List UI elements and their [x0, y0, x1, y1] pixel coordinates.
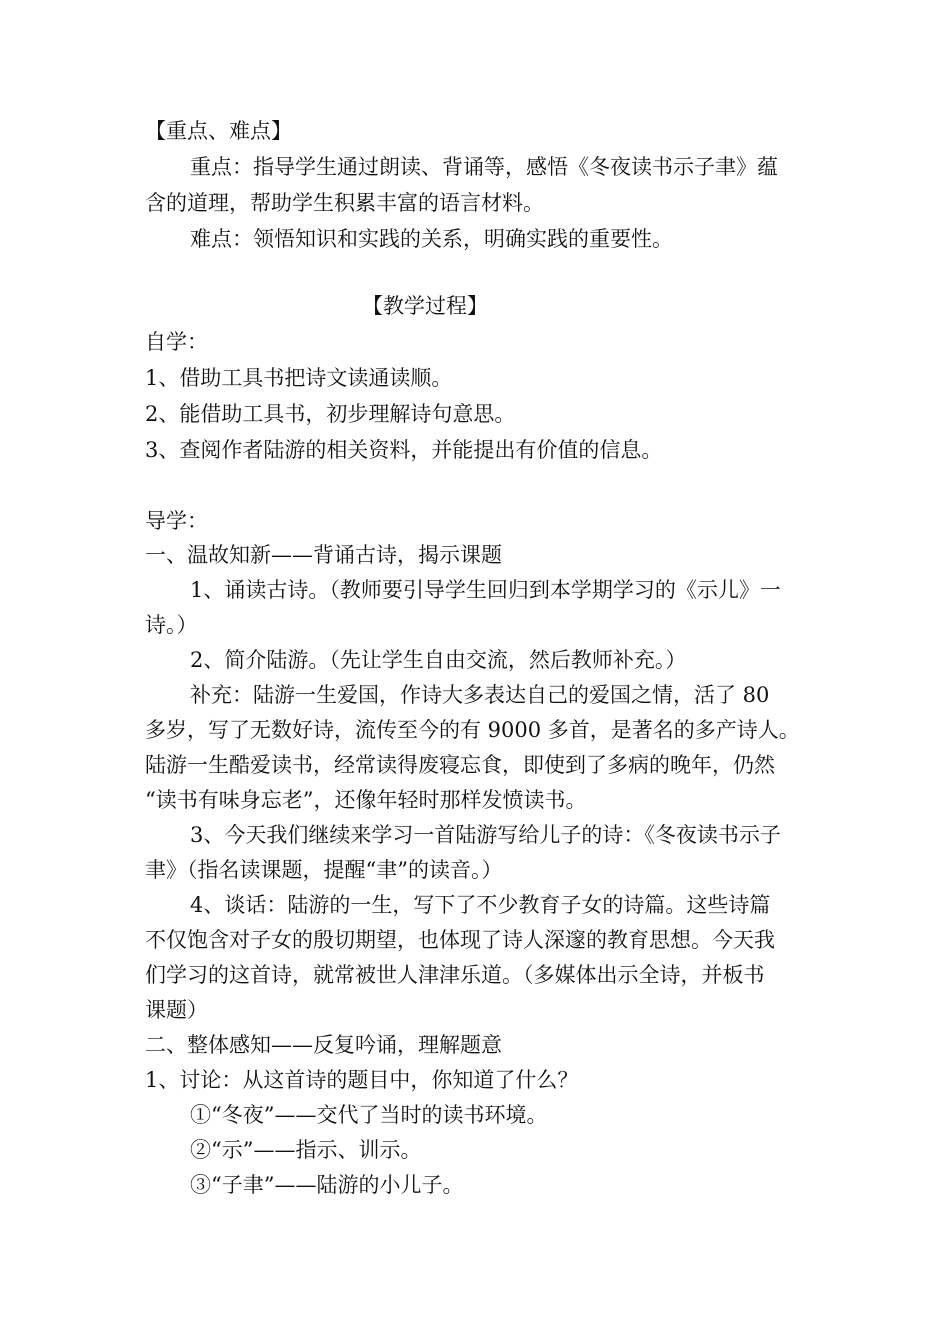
part-two-point-a: ①“冬夜”——交代了当时的读书环境。	[190, 1103, 548, 1127]
supplement-line-3: 陆游一生酷爱读书，经常读得废寝忘食，即使到了多病的晚年，仍然	[145, 753, 775, 777]
guide-label: 导学：	[145, 509, 208, 533]
part-two-point-c: ③“子聿”——陆游的小儿子。	[190, 1173, 464, 1197]
self-study-item-2: 2、能借助工具书，初步理解诗句意思。	[145, 402, 516, 426]
part-one-heading: 一、温故知新——背诵古诗，揭示课题	[145, 543, 502, 567]
part-one-item-1-line-1: 1、诵读古诗。（教师要引导学生回归到本学期学习的《示儿》一	[190, 578, 781, 602]
part-one-item-2: 2、简介陆游。（先让学生自由交流，然后教师补充。）	[190, 648, 687, 672]
process-title: 【教学过程】	[362, 294, 488, 318]
part-one-item-3-line-2: 聿》（指名读课题，提醒“聿”的读音。）	[145, 858, 503, 882]
key-point-line-1: 重点：指导学生通过朗读、背诵等，感悟《冬夜读书示子聿》蕴	[190, 155, 778, 179]
part-one-item-4-line-4: 课题）	[145, 998, 208, 1022]
part-two-heading: 二、整体感知——反复吟诵，理解题意	[145, 1033, 502, 1057]
part-two-point-b: ②“示”——指示、训示。	[190, 1138, 422, 1162]
self-study-item-3: 3、查阅作者陆游的相关资料，并能提出有价值的信息。	[145, 438, 663, 462]
part-one-item-4-line-1: 4、谈话：陆游的一生，写下了不少教育子女的诗篇。这些诗篇	[190, 893, 771, 917]
part-one-item-4-line-2: 不仅饱含对子女的殷切期望，也体现了诗人深邃的教育思想。今天我	[145, 928, 775, 952]
self-study-label: 自学：	[145, 330, 208, 354]
part-one-item-3-line-1: 3、今天我们继续来学习一首陆游写给儿子的诗：《冬夜读书示子	[190, 823, 781, 847]
difficult-point-line: 难点：领悟知识和实践的关系，明确实践的重要性。	[190, 227, 673, 251]
part-one-item-4-line-3: 们学习的这首诗，就常被世人津津乐道。（多媒体出示全诗，并板书	[145, 963, 765, 987]
part-two-item-1: 1、讨论：从这首诗的题目中，你知道了什么？	[145, 1068, 579, 1092]
key-point-line-2: 含的道理，帮助学生积累丰富的语言材料。	[145, 191, 544, 215]
supplement-line-4: “读书有味身忘老”，还像年轻时那样发愤读书。	[145, 788, 587, 812]
part-one-item-1-line-2: 诗。）	[145, 613, 198, 637]
supplement-line-1: 补充：陆游一生爱国，作诗大多表达自己的爱国之情，活了 80	[190, 683, 770, 707]
supplement-line-2: 多岁，写了无数好诗，流传至今的有 9000 多首，是著名的多产诗人。	[145, 718, 800, 742]
self-study-item-1: 1、借助工具书把诗文读通读顺。	[145, 366, 453, 390]
section-heading-key-points: 【重点、难点】	[145, 119, 292, 143]
